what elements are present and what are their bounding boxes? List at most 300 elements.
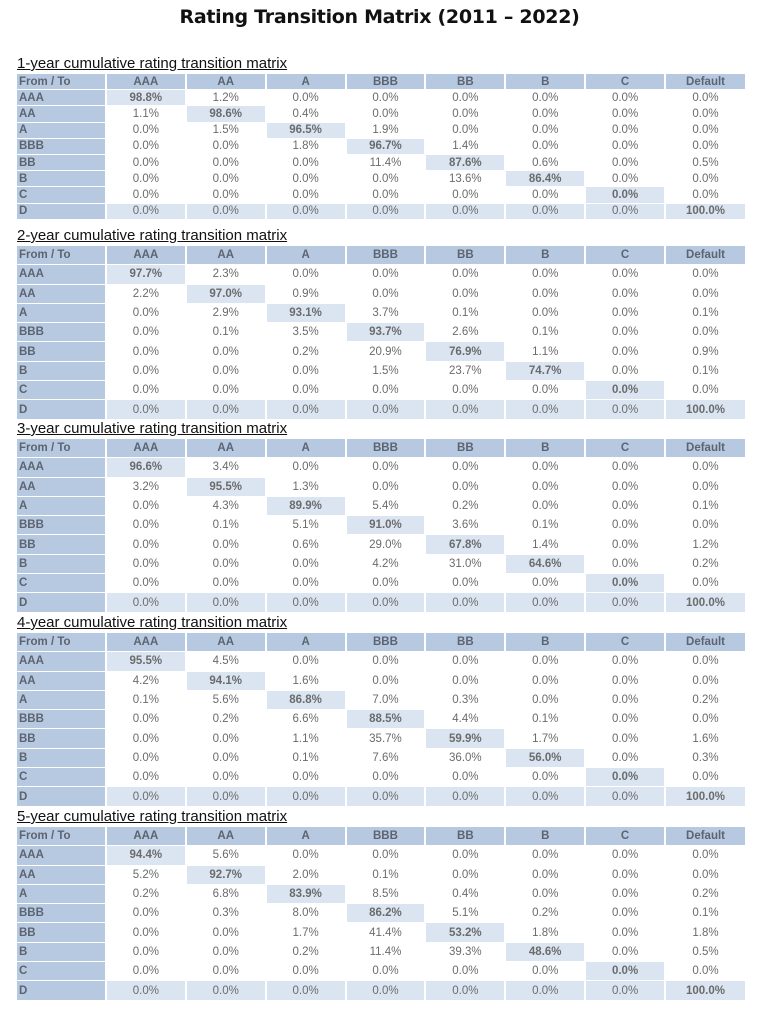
diagonal-cell: 87.6% — [426, 155, 504, 170]
row-header: AAA — [17, 652, 105, 670]
matrix-cell: 0.0% — [292, 849, 319, 862]
diagonal-cell: 94.1% — [187, 672, 265, 690]
matrix-cell: 0.0% — [372, 384, 399, 397]
matrix-cell: 0.1% — [212, 519, 239, 532]
matrix-cell: 0.0% — [611, 124, 639, 137]
column-header: BB — [426, 74, 504, 89]
matrix-title: 3-year cumulative rating transition matrix — [17, 420, 288, 437]
matrix-cell: 0.0% — [506, 204, 584, 219]
matrix-cell: 23.7% — [449, 364, 482, 377]
table-row — [17, 981, 745, 999]
matrix-cell: 0.0% — [132, 307, 159, 320]
matrix-cell: 0.0% — [532, 674, 559, 687]
matrix-cell: 0.0% — [132, 140, 159, 153]
matrix-cell: 0.1% — [692, 364, 719, 377]
matrix-cell: 0.0% — [372, 480, 399, 493]
matrix-cell: 0.0% — [611, 500, 639, 513]
matrix-cell: 0.0% — [372, 107, 399, 120]
row-header: A — [17, 304, 105, 322]
diagonal-cell: 98.8% — [107, 90, 185, 105]
matrix-cell: 0.0% — [107, 400, 185, 418]
column-header: A — [267, 246, 345, 264]
column-header: BBB — [347, 633, 425, 651]
matrix-cell: 0.0% — [107, 787, 185, 805]
matrix-cell: 0.0% — [132, 557, 159, 570]
matrix-cell: 1.2% — [212, 91, 239, 104]
matrix-cell: 0.0% — [692, 965, 719, 978]
matrix-cell: 0.0% — [532, 694, 559, 707]
diagonal-cell: 96.5% — [267, 123, 345, 138]
column-header: AA — [187, 827, 265, 845]
matrix-cell: 0.0% — [506, 400, 584, 418]
matrix-cell: 0.0% — [611, 674, 639, 687]
table-row — [17, 787, 745, 805]
diagonal-cell: 74.7% — [506, 362, 584, 380]
table-row — [17, 362, 745, 380]
column-header: Default — [666, 246, 745, 264]
matrix-cell: 0.1% — [132, 694, 159, 707]
matrix-cell: 0.0% — [132, 384, 159, 397]
table-row — [17, 710, 745, 728]
matrix-cell: 0.0% — [611, 461, 639, 474]
matrix-cell: 0.0% — [132, 926, 159, 939]
header-row — [17, 74, 745, 89]
matrix-cell: 0.0% — [347, 400, 425, 418]
column-header: BB — [426, 246, 504, 264]
matrix-cell: 11.4% — [369, 156, 402, 169]
matrix-cell: 0.0% — [452, 480, 479, 493]
column-header: B — [506, 74, 584, 89]
matrix-cell: 0.3% — [452, 694, 479, 707]
column-header: AAA — [107, 439, 185, 457]
matrix-cell: 0.0% — [532, 888, 559, 901]
matrix-cell: 0.0% — [132, 156, 159, 169]
matrix-cell: 1.8% — [532, 926, 559, 939]
matrix-cell: 0.0% — [267, 204, 345, 219]
column-header: A — [267, 439, 345, 457]
row-header: BB — [17, 729, 105, 747]
matrix-cell: 0.0% — [611, 156, 639, 169]
column-header: B — [506, 246, 584, 264]
matrix-cell: 0.0% — [426, 787, 504, 805]
row-header: BBB — [17, 710, 105, 728]
matrix-cell: 1.1% — [132, 107, 159, 120]
matrix-cell: 0.0% — [372, 91, 399, 104]
matrix-cell: 0.6% — [532, 156, 559, 169]
matrix-cell: 0.1% — [692, 500, 719, 513]
table-row — [17, 885, 745, 903]
matrix-cell: 0.0% — [292, 268, 319, 281]
matrix-cell: 0.0% — [586, 981, 664, 999]
matrix-cell: 0.0% — [347, 981, 425, 999]
diagonal-cell: 59.9% — [426, 729, 504, 747]
matrix-cell: 2.0% — [292, 868, 319, 881]
matrix-cell: 0.0% — [292, 577, 319, 590]
row-header: AA — [17, 478, 105, 496]
matrix-cell: 0.0% — [611, 751, 639, 764]
matrix-cell: 0.0% — [212, 771, 239, 784]
matrix-cell: 41.4% — [369, 926, 402, 939]
row-header: BB — [17, 923, 105, 941]
matrix-cell: 0.0% — [212, 345, 239, 358]
corner-header: From / To — [17, 827, 105, 845]
column-header: AA — [187, 74, 265, 89]
row-header: A — [17, 123, 105, 138]
diagonal-cell: 48.6% — [506, 943, 584, 961]
matrix-cell: 35.7% — [369, 732, 402, 745]
matrix-title: 5-year cumulative rating transition matrix — [17, 808, 288, 825]
table-row — [17, 400, 745, 418]
matrix-cell: 0.0% — [452, 268, 479, 281]
matrix-cell: 0.0% — [372, 674, 399, 687]
matrix-cell: 0.0% — [611, 888, 639, 901]
column-header: AA — [187, 439, 265, 457]
corner-header: From / To — [17, 74, 105, 89]
column-header: BB — [426, 439, 504, 457]
header-row — [17, 633, 745, 651]
matrix-cell: 0.0% — [532, 91, 559, 104]
column-header: BBB — [347, 246, 425, 264]
matrix-cell: 0.1% — [372, 868, 399, 881]
table-row — [17, 866, 745, 884]
matrix-cell: 0.2% — [532, 907, 559, 920]
matrix-cell: 4.3% — [212, 500, 239, 513]
matrix-cell: 0.0% — [532, 287, 559, 300]
matrix-cell: 0.0% — [212, 732, 239, 745]
table-row — [17, 516, 745, 534]
matrix-cell: 0.0% — [506, 981, 584, 999]
row-header: C — [17, 381, 105, 399]
column-header: B — [506, 633, 584, 651]
matrix-cell: 3.6% — [452, 519, 479, 532]
column-header: A — [267, 633, 345, 651]
matrix-cell: 0.0% — [611, 732, 639, 745]
row-header: D — [17, 981, 105, 999]
diagonal-cell: 100.0% — [666, 981, 745, 999]
row-header: C — [17, 187, 105, 202]
matrix-cell: 4.5% — [212, 655, 239, 668]
matrix-cell: 1.1% — [292, 732, 319, 745]
row-header: AA — [17, 866, 105, 884]
table-row — [17, 652, 745, 670]
matrix-cell: 0.1% — [212, 326, 239, 339]
matrix-cell: 0.0% — [532, 384, 559, 397]
matrix-cell: 0.1% — [292, 751, 319, 764]
matrix-cell: 1.5% — [212, 124, 239, 137]
matrix-cell: 0.0% — [267, 593, 345, 611]
column-header: Default — [666, 633, 745, 651]
table-row — [17, 285, 745, 303]
matrix-cell: 11.4% — [369, 945, 402, 958]
matrix-cell: 0.0% — [692, 849, 719, 862]
diagonal-cell: 97.7% — [107, 265, 185, 283]
matrix-cell: 3.2% — [132, 480, 159, 493]
matrix-cell: 0.2% — [132, 888, 159, 901]
matrix-cell: 0.0% — [452, 124, 479, 137]
matrix-cell: 0.0% — [426, 204, 504, 219]
matrix-title: 1-year cumulative rating transition matrix — [17, 55, 288, 72]
header-row — [17, 439, 745, 457]
diagonal-cell: 94.4% — [107, 846, 185, 864]
matrix-cell: 0.2% — [212, 713, 239, 726]
table-row — [17, 593, 745, 611]
matrix-cell: 0.0% — [611, 364, 639, 377]
matrix-cell: 5.2% — [132, 868, 159, 881]
matrix-cell: 0.0% — [452, 965, 479, 978]
matrix-cell: 0.0% — [532, 124, 559, 137]
matrix-cell: 0.0% — [692, 91, 719, 104]
matrix-cell: 0.0% — [132, 577, 159, 590]
matrix-cell: 0.0% — [611, 519, 639, 532]
matrix-cell: 5.4% — [372, 500, 399, 513]
matrix-cell: 0.0% — [611, 307, 639, 320]
table-row — [17, 458, 745, 476]
row-header: D — [17, 787, 105, 805]
matrix-cell: 1.6% — [692, 732, 719, 745]
matrix-cell: 1.4% — [532, 538, 559, 551]
matrix-cell: 1.5% — [372, 364, 399, 377]
transition-matrix-table — [15, 73, 747, 220]
column-header: Default — [666, 827, 745, 845]
matrix-cell: 7.0% — [372, 694, 399, 707]
matrix-cell: 0.0% — [132, 364, 159, 377]
matrix-cell: 0.0% — [187, 981, 265, 999]
row-header: C — [17, 574, 105, 592]
row-header: A — [17, 497, 105, 515]
matrix-cell: 0.0% — [692, 107, 719, 120]
matrix-cell: 13.6% — [449, 172, 482, 185]
matrix-cell: 0.9% — [292, 287, 319, 300]
row-header: AA — [17, 672, 105, 690]
matrix-cell: 0.0% — [692, 713, 719, 726]
matrix-cell: 0.0% — [292, 384, 319, 397]
matrix-cell: 0.0% — [212, 965, 239, 978]
corner-header: From / To — [17, 439, 105, 457]
matrix-cell: 4.4% — [452, 713, 479, 726]
diagonal-cell: 97.0% — [187, 285, 265, 303]
diagonal-cell: 95.5% — [187, 478, 265, 496]
matrix-cell: 0.0% — [107, 593, 185, 611]
matrix-cell: 0.0% — [372, 188, 399, 201]
matrix-cell: 0.4% — [452, 888, 479, 901]
diagonal-cell: 86.4% — [506, 171, 584, 186]
page-title: Rating Transition Matrix (2011 – 2022) — [179, 6, 580, 28]
diagonal-cell: 86.8% — [267, 691, 345, 709]
matrix-cell: 0.0% — [132, 326, 159, 339]
matrix-cell: 0.0% — [132, 500, 159, 513]
matrix-cell: 0.2% — [692, 557, 719, 570]
matrix-cell: 1.7% — [292, 926, 319, 939]
diagonal-cell: 56.0% — [506, 749, 584, 767]
matrix-cell: 0.0% — [611, 268, 639, 281]
matrix-cell: 0.0% — [692, 868, 719, 881]
matrix-cell: 0.0% — [372, 172, 399, 185]
matrix-cell: 31.0% — [449, 557, 482, 570]
matrix-cell: 0.0% — [611, 345, 639, 358]
matrix-cell: 20.9% — [369, 345, 402, 358]
matrix-cell: 0.0% — [132, 538, 159, 551]
matrix-cell: 0.0% — [452, 461, 479, 474]
diagonal-cell: 0.0% — [586, 381, 664, 399]
column-header: B — [506, 827, 584, 845]
matrix-cell: 5.6% — [212, 694, 239, 707]
matrix-cell: 0.0% — [372, 577, 399, 590]
matrix-cell: 0.0% — [611, 713, 639, 726]
matrix-cell: 0.1% — [532, 519, 559, 532]
matrix-cell: 0.5% — [692, 945, 719, 958]
matrix-cell: 0.0% — [292, 557, 319, 570]
matrix-cell: 0.2% — [452, 500, 479, 513]
matrix-cell: 0.0% — [107, 981, 185, 999]
matrix-cell: 1.4% — [452, 140, 479, 153]
diagonal-cell: 76.9% — [426, 342, 504, 360]
matrix-cell: 8.0% — [292, 907, 319, 920]
matrix-cell: 0.0% — [452, 868, 479, 881]
column-header: AAA — [107, 827, 185, 845]
row-header: B — [17, 555, 105, 573]
transition-matrix-table — [15, 438, 747, 613]
matrix-cell: 0.2% — [692, 888, 719, 901]
table-row — [17, 497, 745, 515]
row-header: BB — [17, 535, 105, 553]
matrix-cell: 0.1% — [692, 307, 719, 320]
column-header: C — [586, 246, 664, 264]
matrix-cell: 0.0% — [611, 694, 639, 707]
matrix-cell: 0.0% — [611, 849, 639, 862]
matrix-cell: 1.7% — [532, 732, 559, 745]
matrix-cell: 2.3% — [212, 268, 239, 281]
matrix-cell: 0.0% — [347, 204, 425, 219]
matrix-cell: 0.0% — [586, 400, 664, 418]
matrix-cell: 0.0% — [532, 849, 559, 862]
matrix-cell: 0.0% — [132, 713, 159, 726]
diagonal-cell: 93.1% — [267, 304, 345, 322]
matrix-cell: 0.0% — [187, 400, 265, 418]
matrix-cell: 1.6% — [292, 674, 319, 687]
matrix-section — [17, 227, 747, 420]
table-row — [17, 90, 745, 105]
matrix-cell: 0.0% — [212, 156, 239, 169]
matrix-cell: 0.0% — [611, 655, 639, 668]
column-header: C — [586, 439, 664, 457]
matrix-cell: 1.8% — [692, 926, 719, 939]
matrix-cell: 0.0% — [132, 751, 159, 764]
matrix-cell: 1.1% — [532, 345, 559, 358]
matrix-cell: 0.0% — [692, 188, 719, 201]
matrix-cell: 0.0% — [292, 965, 319, 978]
diagonal-cell: 93.7% — [347, 323, 425, 341]
column-header: C — [586, 633, 664, 651]
column-header: Default — [666, 74, 745, 89]
column-header: AA — [187, 246, 265, 264]
table-row — [17, 555, 745, 573]
matrix-cell: 0.0% — [532, 868, 559, 881]
matrix-cell: 0.0% — [452, 188, 479, 201]
matrix-cell: 0.0% — [452, 107, 479, 120]
matrix-cell: 0.0% — [611, 326, 639, 339]
header-row — [17, 246, 745, 264]
matrix-cell: 0.0% — [532, 655, 559, 668]
matrix-cell: 0.0% — [132, 124, 159, 137]
matrix-cell: 0.0% — [292, 156, 319, 169]
matrix-cell: 0.0% — [452, 674, 479, 687]
diagonal-cell: 91.0% — [347, 516, 425, 534]
table-row — [17, 381, 745, 399]
diagonal-cell: 96.7% — [347, 139, 425, 154]
diagonal-cell: 53.2% — [426, 923, 504, 941]
matrix-cell: 0.0% — [132, 188, 159, 201]
matrix-cell: 0.0% — [506, 593, 584, 611]
matrix-cell: 0.0% — [132, 907, 159, 920]
column-header: B — [506, 439, 584, 457]
matrix-cell: 0.5% — [692, 156, 719, 169]
matrix-cell: 0.2% — [692, 694, 719, 707]
matrix-title: 2-year cumulative rating transition matrix — [17, 227, 288, 244]
matrix-cell: 39.3% — [449, 945, 482, 958]
table-row — [17, 139, 745, 154]
matrix-cell: 0.0% — [212, 172, 239, 185]
matrix-cell: 0.0% — [611, 140, 639, 153]
matrix-cell: 1.9% — [372, 124, 399, 137]
matrix-cell: 0.0% — [132, 345, 159, 358]
matrix-cell: 0.0% — [452, 655, 479, 668]
row-header: D — [17, 204, 105, 219]
diagonal-cell: 67.8% — [426, 535, 504, 553]
matrix-section — [17, 55, 747, 220]
table-row — [17, 535, 745, 553]
matrix-cell: 0.0% — [532, 480, 559, 493]
table-row — [17, 478, 745, 496]
corner-header: From / To — [17, 633, 105, 651]
matrix-cell: 0.0% — [292, 461, 319, 474]
diagonal-cell: 0.0% — [586, 768, 664, 786]
table-row — [17, 204, 745, 219]
column-header: A — [267, 827, 345, 845]
column-header: A — [267, 74, 345, 89]
matrix-cell: 7.6% — [372, 751, 399, 764]
column-header: Default — [666, 439, 745, 457]
diagonal-cell: 100.0% — [666, 400, 745, 418]
table-row — [17, 749, 745, 767]
matrix-cell: 0.0% — [132, 771, 159, 784]
matrix-cell: 0.6% — [292, 538, 319, 551]
matrix-cell: 1.3% — [292, 480, 319, 493]
header-row — [17, 827, 745, 845]
matrix-cell: 5.6% — [212, 849, 239, 862]
matrix-cell: 3.7% — [372, 307, 399, 320]
matrix-cell: 0.0% — [692, 172, 719, 185]
matrix-cell: 6.8% — [212, 888, 239, 901]
row-header: AAA — [17, 846, 105, 864]
matrix-cell: 0.0% — [532, 500, 559, 513]
matrix-section — [17, 808, 747, 1001]
matrix-cell: 0.3% — [692, 751, 719, 764]
matrix-cell: 0.0% — [107, 204, 185, 219]
row-header: A — [17, 885, 105, 903]
diagonal-cell: 100.0% — [666, 204, 745, 219]
matrix-cell: 1.8% — [292, 140, 319, 153]
matrix-cell: 0.3% — [212, 907, 239, 920]
matrix-cell: 0.0% — [372, 268, 399, 281]
table-row — [17, 768, 745, 786]
column-header: C — [586, 74, 664, 89]
matrix-cell: 2.6% — [452, 326, 479, 339]
matrix-cell: 0.0% — [532, 307, 559, 320]
matrix-cell: 4.2% — [132, 674, 159, 687]
matrix-cell: 0.0% — [611, 926, 639, 939]
matrix-cell: 0.0% — [452, 771, 479, 784]
column-header: AA — [187, 633, 265, 651]
